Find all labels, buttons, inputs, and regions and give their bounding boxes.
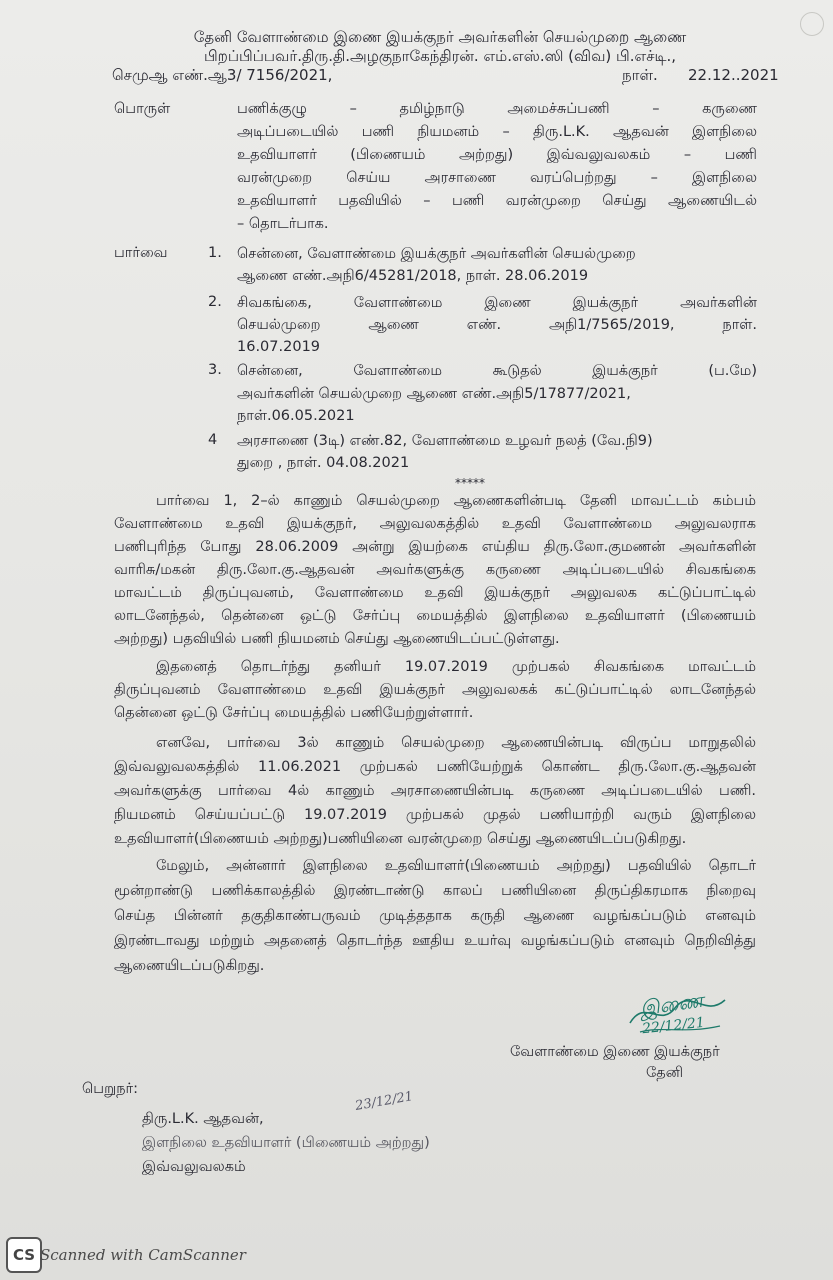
body-line: செய்த பின்னர் தகுதிகாண்பருவம் முடித்ததாக கருதி ஆணை வழங்கப்படும் எனவும்: [114, 908, 756, 924]
reference-number-1: 1.: [208, 245, 222, 261]
body-line: லாடனேந்தல், தென்னை ஒட்டு சேர்ப்பு மையத்தில் இளநிலை உதவியாளர் (பிணையம்: [114, 608, 756, 624]
body-line: பணிபுரிந்த போது 28.06.2009 அன்று இயற்கை எய்திய திரு.லோ.குமணன் அவர்களின்: [114, 539, 756, 555]
recipient-office: இவ்வலுவலகம்: [142, 1159, 246, 1175]
reference-number-4: 4: [208, 432, 218, 448]
body-line: இவ்வலுவலகத்தில் 11.06.2021 முற்பகல் பணியேற்றுக் கொண்ட திரு.லோ.கு.ஆதவன்: [114, 759, 756, 775]
reference-line: சென்னை, வேளாண்மை கூடுதல் இயக்குநர் (ப.மே): [237, 363, 757, 379]
signatory-place: தேனி: [646, 1065, 684, 1081]
subject-line: அடிப்படையில் பணி நியமனம் – திரு.L.K. ஆதவன் இளநிலை: [237, 124, 757, 140]
reference-line: செயல்முறை ஆணை எண். அநி1/7565/2019, நாள்.: [237, 317, 757, 333]
reference-line: அவர்களின் செயல்முறை ஆணை எண்.அநி5/17877/2021,: [237, 386, 631, 402]
reference-line: துறை , நாள். 04.08.2021: [237, 455, 410, 471]
signatory-designation: வேளாண்மை இணை இயக்குநர்: [510, 1044, 720, 1060]
subject-line: உதவியாளர் (பிணையம் அற்றது) இவ்வலுவலகம் – பணி: [237, 147, 757, 163]
body-line: நியமனம் செய்யப்பட்டு 19.07.2019 முற்பகல் முதல் பணியாற்றி வரும் இளநிலை: [114, 807, 756, 823]
body-line: இரண்டாவது மற்றும் அதனைத் தொடர்ந்த ஊதிய உயர்வு வழங்கப்படும் எனவும் நெறிவித்து: [114, 933, 756, 949]
reference-line: 16.07.2019: [237, 339, 321, 355]
recipient-label: பெறுநர்:: [82, 1081, 138, 1097]
body-line: ஆணையிடப்படுகிறது.: [114, 958, 265, 974]
body-line: திருப்புவனம் வேளாண்மை உதவி இயக்குநர் அலுவலகக் கட்டுப்பாட்டில் லாடனேந்தல்: [114, 682, 756, 698]
subject-line: பணிக்குழு – தமிழ்நாடு அமைச்சுப்பணி – கருணை: [237, 101, 757, 117]
body-line: மேலும், அன்னார் இளநிலை உதவியாளர்(பிணையம் அற்றது) பதவியில் தொடர்: [156, 858, 756, 874]
body-line: உதவியாளர்(பிணையம் அற்றது)பணியினை வரன்முறை செய்து ஆணையிடப்படுகிறது.: [114, 831, 687, 847]
body-line: மூன்றாண்டு பணிக்காலத்தில் இரண்டாண்டு காலப் பணியினை திருப்திகரமாக நிறைவு: [114, 883, 756, 899]
references-label: பார்வை: [114, 245, 168, 261]
header-title: தேனி வேளாண்மை இணை இயக்குநர் அவர்களின் செயல்முறை ஆணை: [193, 28, 687, 46]
body-line: தென்னை ஒட்டு சேர்ப்பு மையத்தில் பணியேற்றுள்ளார்.: [114, 705, 474, 721]
body-line: இதனைத் தொடர்ந்து தனியர் 19.07.2019 முற்பகல் சிவகங்கை மாவட்டம்: [156, 659, 756, 675]
body-line: வாரிசு/மகன் திரு.லோ.கு.ஆதவன் அவர்களுக்கு கருணை அடிப்படையில் சிவகங்கை: [114, 562, 756, 578]
body-line: வேளாண்மை உதவி இயக்குநர், அலுவலகத்தில் உதவி வேளாண்மை அலுவலராக: [114, 516, 756, 532]
subject-line: வரன்முறை செய்ய அரசாணை வரப்பெற்றது – இளநிலை: [237, 170, 757, 186]
body-line: பார்வை 1, 2–ல் காணும் செயல்முறை ஆணைகளின்படி தேனி மாவட்டம் கம்பம்: [156, 493, 756, 509]
reference-line: ஆணை எண்.அநி6/45281/2018, நாள். 28.06.2019: [237, 268, 589, 284]
subject-label: பொருள்: [114, 101, 171, 117]
reference-number: செமுஆ எண்.ஆ3/ 7156/2021,: [112, 66, 333, 84]
body-line: எனவே, பார்வை 3ல் காணும் செயல்முறை ஆணையின்படி விருப்ப மாறுதலில்: [156, 735, 756, 751]
reference-line: நாள்.06.05.2021: [237, 408, 355, 424]
signature-date-scribble: 22/12/21: [641, 1014, 706, 1038]
signature-stroke-icon: [625, 988, 735, 1038]
punch-hole-mark: [800, 12, 824, 36]
reference-line: அரசாணை (3டி) எண்.82, வேளாண்மை உழவர் நலத் (வே.நி9): [237, 433, 653, 449]
subject-line: – தொடர்பாக.: [237, 216, 329, 232]
header-issuer: பிறப்பிப்பவர்.திரு.தி.அழகுநாகேந்திரன். எம்.எஸ்.ஸி (விவ) பி.எச்டி.,: [204, 47, 676, 65]
camscanner-logo-icon: CS: [6, 1237, 42, 1273]
scanner-watermark: Scanned with CamScanner: [40, 1246, 246, 1264]
body-line: அவர்களுக்கு பார்வை 4ல் காணும் அரசாணையின்படி கருணை அடிப்படையில் பணி.: [114, 783, 756, 799]
reference-number-2: 2.: [208, 294, 222, 310]
signature-scribble: இணை: [638, 987, 705, 1021]
reference-line: சிவகங்கை, வேளாண்மை இணை இயக்குநர் அவர்களின்: [237, 295, 757, 311]
date-label: நாள்.: [622, 66, 658, 84]
recipient-name: திரு.L.K. ஆதவன்,: [142, 1111, 264, 1127]
receipt-initial-mark: 23/12/21: [354, 1089, 415, 1114]
separator-stars: *****: [455, 476, 485, 490]
recipient-post: இளநிலை உதவியாளர் (பிணையம் அற்றது): [142, 1135, 430, 1151]
reference-line: சென்னை, வேளாண்மை இயக்குநர் அவர்களின் செயல்முறை: [237, 246, 636, 262]
order-date: 22.12..2021: [688, 66, 779, 84]
reference-number-3: 3.: [208, 362, 222, 378]
subject-line: உதவியாளர் பதவியில் – பணி வரன்முறை செய்து ஆணையிடல்: [237, 193, 757, 209]
body-line: அற்றது) பதவியில் பணி நியமனம் செய்து ஆணையிடப்பட்டுள்ளது.: [114, 631, 560, 647]
body-line: மாவட்டம் திருப்புவனம், வேளாண்மை உதவி இயக்குநர் அலுவலக கட்டுப்பாட்டில்: [114, 585, 756, 601]
